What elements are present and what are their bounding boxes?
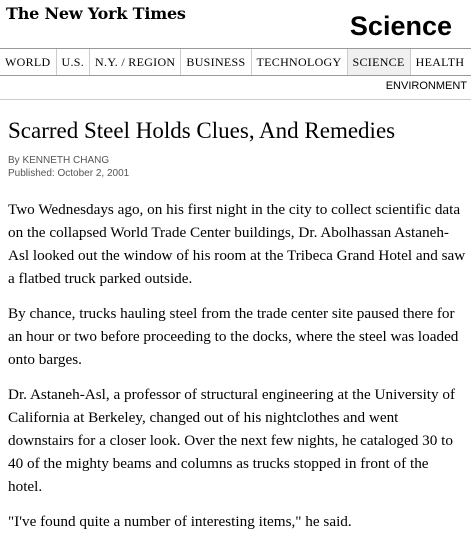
header-divider: [0, 99, 471, 100]
subnav-environment-link[interactable]: ENVIRONMENT: [385, 80, 467, 92]
nyt-logo[interactable]: The New York Times: [6, 4, 186, 23]
nav-item-business[interactable]: BUSINESS: [181, 49, 251, 75]
nav-item-world[interactable]: WORLD: [0, 49, 57, 75]
article-paragraph: "I've found quite a number of interesting items," he said.: [8, 513, 352, 530]
article-headline: Scarred Steel Holds Clues, And Remedies: [8, 118, 396, 143]
article-paragraph: Dr. Astaneh-Asl, a professor of structural engineering at the University of California at Berkeley, changed out of his nightclothes and went downstairs for a closer look. Over the next few nights, he cataloged 30 to 40 of the mighty beams and columns as trucks stopped in front of the hotel.: [8, 386, 456, 495]
article-published-date: Published: October 2, 2001: [8, 168, 130, 179]
section-title: Science: [349, 11, 452, 41]
section-nav: [0, 48, 471, 76]
article-byline: By KENNETH CHANG: [8, 155, 110, 166]
masthead: [0, 0, 471, 48]
nav-item-us[interactable]: U.S.: [57, 49, 91, 75]
article-paragraph: Two Wednesdays ago, on his first night in the city to collect scientific data on the collapsed World Trade Center buildings, Dr. Abolhassan Astaneh-Asl looked out the window of his room at the Tribeca Grand Hotel and saw a flatbed truck parked outside.: [8, 201, 466, 287]
nav-item-health[interactable]: HEALTH: [415, 54, 465, 69]
article-body: [8, 198, 466, 533]
nav-item-science[interactable]: SCIENCE: [348, 49, 411, 75]
nav-item-ny-region[interactable]: N.Y. / REGION: [90, 49, 181, 75]
nav-item-technology[interactable]: TECHNOLOGY: [252, 49, 348, 75]
article-paragraph: By chance, trucks hauling steel from the trade center site paused there for an hour or two before proceeding to the docks, where the steel was loaded onto barges.: [8, 305, 459, 368]
